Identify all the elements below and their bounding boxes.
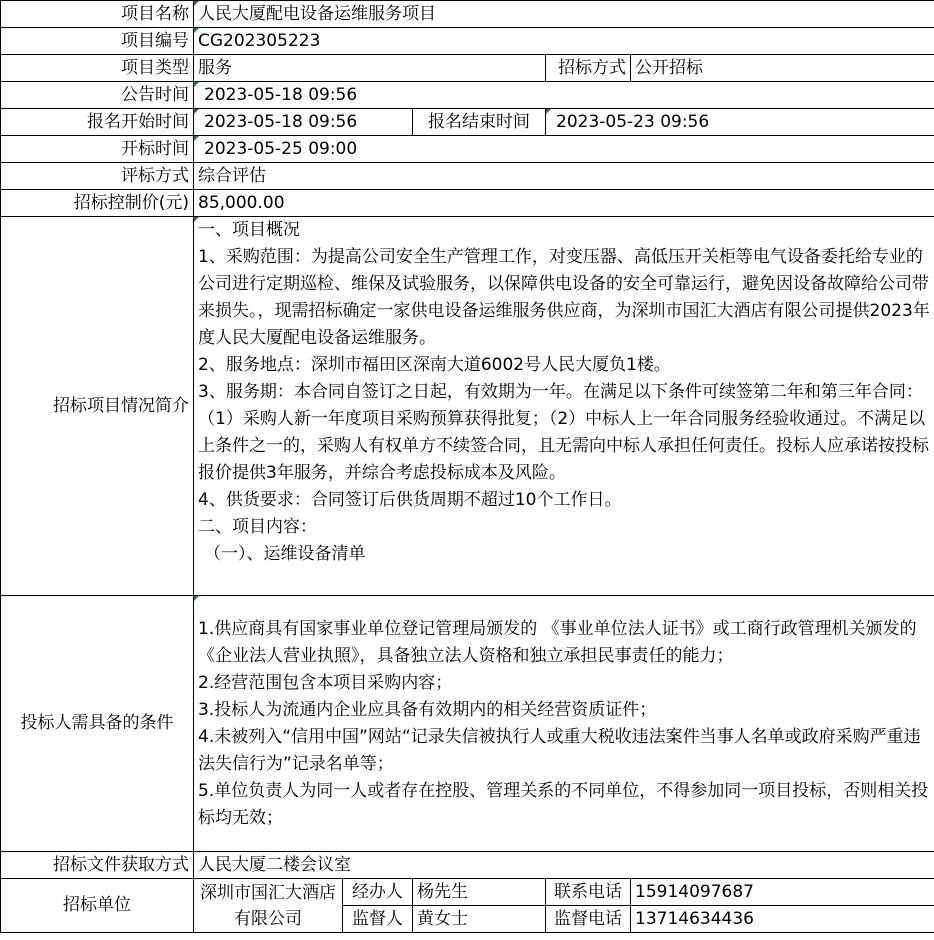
- phone-value: 15914097687: [631, 879, 934, 906]
- conditions-content: [194, 596, 934, 852]
- reg-end-label: 报名结束时间: [413, 109, 546, 136]
- reg-end-text: 2023-05-23 09:56: [556, 111, 710, 132]
- doc-access-value: 人民大厦二楼会议室: [194, 852, 934, 879]
- intro-line: 1、采购范围：为提高公司安全生产管理工作，对变压器、高低压开关柜等电气设备委托给专业的公司进行定期巡检、维保及试验服务，以保障供电设备的安全可靠运行，避免因设备故障给公司带来损失。，现需招标确定一家供电设备运维服务供应商，为深圳市国汇大酒店有限公司提供2023年度人民大厦配电设备运维服务。: [198, 247, 930, 348]
- supervisor-value: 黄女士: [413, 906, 546, 933]
- row-conditions: [1, 596, 934, 852]
- row-project-type: [1, 55, 934, 82]
- eval-method-label: 评标方式: [1, 163, 194, 190]
- eval-method-value: 综合评估: [194, 163, 934, 190]
- reg-end-value: [546, 109, 934, 136]
- condition-line: 4.未被列入“信用中国”网站“记录失信被执行人或重大税收违法案件当事人名单或政府采购严重违法失信行为”记录名单等；: [198, 726, 921, 774]
- handler-value: 杨先生: [413, 879, 546, 906]
- control-price-value: 85,000.00: [194, 190, 934, 217]
- condition-line: 3.投标人为流通内企业应具备有效期内的相关经营资质证件；: [198, 699, 657, 720]
- row-tenderer-1: [1, 879, 934, 906]
- open-time-value: [194, 136, 934, 163]
- project-name-value: 人民大厦配电设备运维服务项目: [194, 1, 934, 28]
- intro-line: 二、项目内容：: [198, 517, 317, 537]
- row-doc-access: [1, 852, 934, 879]
- project-number-value: CG202305223: [194, 28, 934, 55]
- row-control-price: [1, 190, 934, 217]
- phone-label: 联系电话: [546, 879, 631, 906]
- project-type-label: 项目类型: [1, 55, 194, 82]
- row-open-time: [1, 136, 934, 163]
- tenderer-label: 招标单位: [1, 879, 194, 933]
- row-registration: [1, 109, 934, 136]
- tenderer-name: 深圳市国汇大酒店有限公司: [194, 879, 343, 933]
- intro-content: [194, 217, 934, 596]
- intro-line: 2、服务地点：深圳市福田区深南大道6002号人民大厦负1楼。: [198, 355, 671, 375]
- open-time-label: 开标时间: [1, 136, 194, 163]
- conditions-label: 投标人需具备的条件: [1, 596, 194, 852]
- reg-start-value: [194, 109, 413, 136]
- announce-time-label: 公告时间: [1, 82, 194, 109]
- intro-line: 3、服务期：本合同自签订之日起，有效期为一年。在满足以下条件可续签第二年和第三年合同：（1）采购人新一年度项目采购预算获得批复；（2）中标人上一年合同服务经验收通过。不满足以上条件之一的，采购人有权单方不续签合同，且无需向中标人承担任何责任。投标人应承诺按投标报价提供3年服务，并综合考虑投标成本及风险。: [198, 382, 929, 483]
- announce-time-text: 2023-05-18 09:56: [204, 84, 358, 105]
- intro-line: （一）、运维设备清单: [204, 544, 366, 564]
- intro-line: 4、供货要求：合同签订后供货周期不超过10个工作日。: [198, 490, 622, 510]
- condition-line: 1.供应商具有国家事业单位登记管理局颁发的 《事业单位法人证书》或工商行政管理机关颁发的《企业法人营业执照》，具备独立法人资格和独立承担民事责任的能力；: [198, 618, 917, 666]
- row-eval-method: [1, 163, 934, 190]
- row-intro: [1, 217, 934, 596]
- project-name-label: 项目名称: [1, 1, 194, 28]
- open-time-text: 2023-05-25 09:00: [204, 138, 358, 159]
- tender-method-label: 招标方式: [546, 55, 631, 82]
- sup-phone-value: 13714634436: [631, 906, 934, 933]
- intro-label: 招标项目情况简介: [1, 217, 194, 596]
- supervisor-label: 监督人: [343, 906, 413, 933]
- intro-line: 一、项目概况: [198, 220, 300, 240]
- row-project-number: [1, 28, 934, 55]
- row-project-name: [1, 1, 934, 28]
- reg-start-label: 报名开始时间: [1, 109, 194, 136]
- row-announce-time: [1, 82, 934, 109]
- reg-start-text: 2023-05-18 09:56: [204, 111, 358, 132]
- condition-line: 2.经营范围包含本项目采购内容；: [198, 672, 453, 693]
- announce-time-value: [194, 82, 934, 109]
- sup-phone-label: 监督电话: [546, 906, 631, 933]
- project-type-value: 服务: [194, 55, 546, 82]
- condition-line: 5.单位负责人为同一人或者存在控股、管理关系的不同单位，不得参加同一项目投标，否则相关投标均无效；: [198, 780, 929, 828]
- tender-method-value: 公开招标: [631, 55, 934, 82]
- doc-access-label: 招标文件获取方式: [1, 852, 194, 879]
- project-number-label: 项目编号: [1, 28, 194, 55]
- handler-label: 经办人: [343, 879, 413, 906]
- control-price-label: 招标控制价(元): [1, 190, 194, 217]
